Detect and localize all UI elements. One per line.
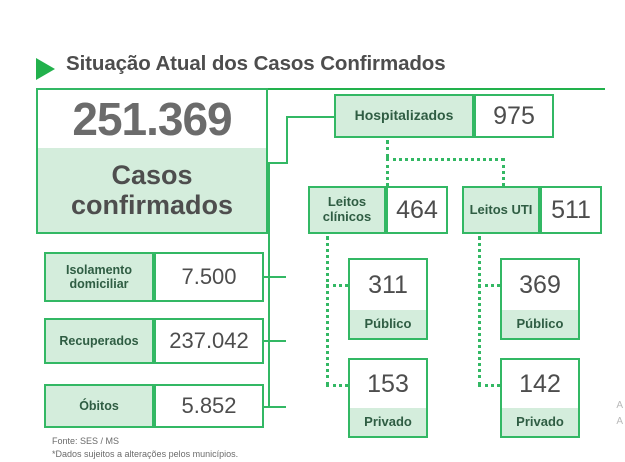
connector-left-spine bbox=[268, 162, 270, 408]
side-note-line2: A bbox=[616, 416, 623, 427]
obitos-value: 5.852 bbox=[181, 393, 237, 418]
connector-icu-down bbox=[502, 158, 505, 186]
isolamento-value-box bbox=[154, 252, 264, 302]
connector-clinical-spine bbox=[326, 236, 329, 386]
total-cases-number-box bbox=[36, 88, 268, 148]
leitos-clinicos-publico-tag: Público bbox=[364, 315, 412, 331]
page-title: Situação Atual dos Casos Confirmados bbox=[66, 52, 446, 75]
recuperados-value: 237.042 bbox=[169, 328, 249, 353]
leitos-uti-value-box bbox=[540, 186, 602, 234]
side-note-line1: A bbox=[616, 400, 623, 411]
leitos-uti-privado-tag-box bbox=[500, 408, 580, 438]
leitos-uti-value: 511 bbox=[551, 195, 591, 224]
hospitalizados-value-box bbox=[474, 94, 554, 138]
isolamento-label: Isolamento domiciliar bbox=[66, 263, 132, 291]
connector-total-stub bbox=[268, 162, 286, 164]
leitos-clinicos-value: 464 bbox=[396, 195, 438, 224]
header bbox=[0, 22, 625, 75]
footer-source: Fonte: SES / MS bbox=[52, 436, 120, 446]
connector-clinical-down bbox=[386, 158, 389, 186]
leitos-clinicos-privado-value: 153 bbox=[367, 369, 409, 398]
leitos-clinicos-value-box bbox=[386, 186, 448, 234]
hospitalizados-label-box bbox=[334, 94, 474, 138]
connector-icu-spine bbox=[478, 236, 481, 386]
obitos-label-box bbox=[44, 384, 154, 428]
recuperados-label-box bbox=[44, 318, 154, 364]
connector-beds-bar bbox=[386, 158, 504, 161]
hospitalizados-label: Hospitalizados bbox=[354, 107, 454, 124]
play-triangle-icon bbox=[36, 58, 55, 80]
leitos-uti-label: Leitos UTI bbox=[469, 201, 533, 217]
connector-clinical-public bbox=[326, 284, 348, 287]
leitos-clinicos-publico-tag-box bbox=[348, 310, 428, 340]
total-cases-label: Casos confirmados bbox=[70, 159, 234, 220]
connector-hospital-elbow-vertical bbox=[286, 116, 288, 164]
connector-clinical-private bbox=[326, 384, 348, 387]
leitos-uti-publico-tag-box bbox=[500, 310, 580, 340]
connector-hospital-down bbox=[386, 140, 389, 158]
leitos-clinicos-publico-value-box bbox=[348, 258, 428, 310]
obitos-label: Óbitos bbox=[79, 399, 119, 413]
hospitalizados-value: 975 bbox=[493, 101, 535, 130]
leitos-clinicos-publico-value: 311 bbox=[368, 270, 408, 299]
leitos-clinicos-label: Leitos clínicos bbox=[322, 194, 372, 224]
footer-note: *Dados sujeitos a alterações pelos municípios. bbox=[52, 449, 239, 459]
total-cases-number: 251.369 bbox=[72, 93, 232, 145]
leitos-uti-privado-value-box bbox=[500, 358, 580, 408]
connector-recuperados-stub bbox=[264, 340, 286, 342]
isolamento-value: 7.500 bbox=[181, 264, 237, 289]
total-cases-label-box bbox=[36, 148, 268, 234]
leitos-clinicos-privado-tag: Privado bbox=[364, 413, 412, 429]
leitos-uti-label-box bbox=[462, 186, 540, 234]
leitos-uti-publico-value: 369 bbox=[519, 270, 561, 299]
recuperados-label: Recuperados bbox=[59, 334, 139, 348]
leitos-uti-privado-value: 142 bbox=[519, 369, 561, 398]
connector-icu-private bbox=[478, 384, 500, 387]
connector-obitos-stub bbox=[264, 406, 286, 408]
leitos-uti-publico-value-box bbox=[500, 258, 580, 310]
connector-icu-public bbox=[478, 284, 500, 287]
leitos-uti-privado-tag: Privado bbox=[516, 413, 564, 429]
connector-isolamento-stub bbox=[264, 276, 286, 278]
leitos-clinicos-privado-value-box bbox=[348, 358, 428, 408]
isolamento-label-box bbox=[44, 252, 154, 302]
leitos-clinicos-privado-tag-box bbox=[348, 408, 428, 438]
obitos-value-box bbox=[154, 384, 264, 428]
leitos-clinicos-label-box bbox=[308, 186, 386, 234]
leitos-uti-publico-tag: Público bbox=[516, 315, 564, 331]
connector-hospital-elbow-horizontal bbox=[286, 116, 336, 118]
recuperados-value-box bbox=[154, 318, 264, 364]
